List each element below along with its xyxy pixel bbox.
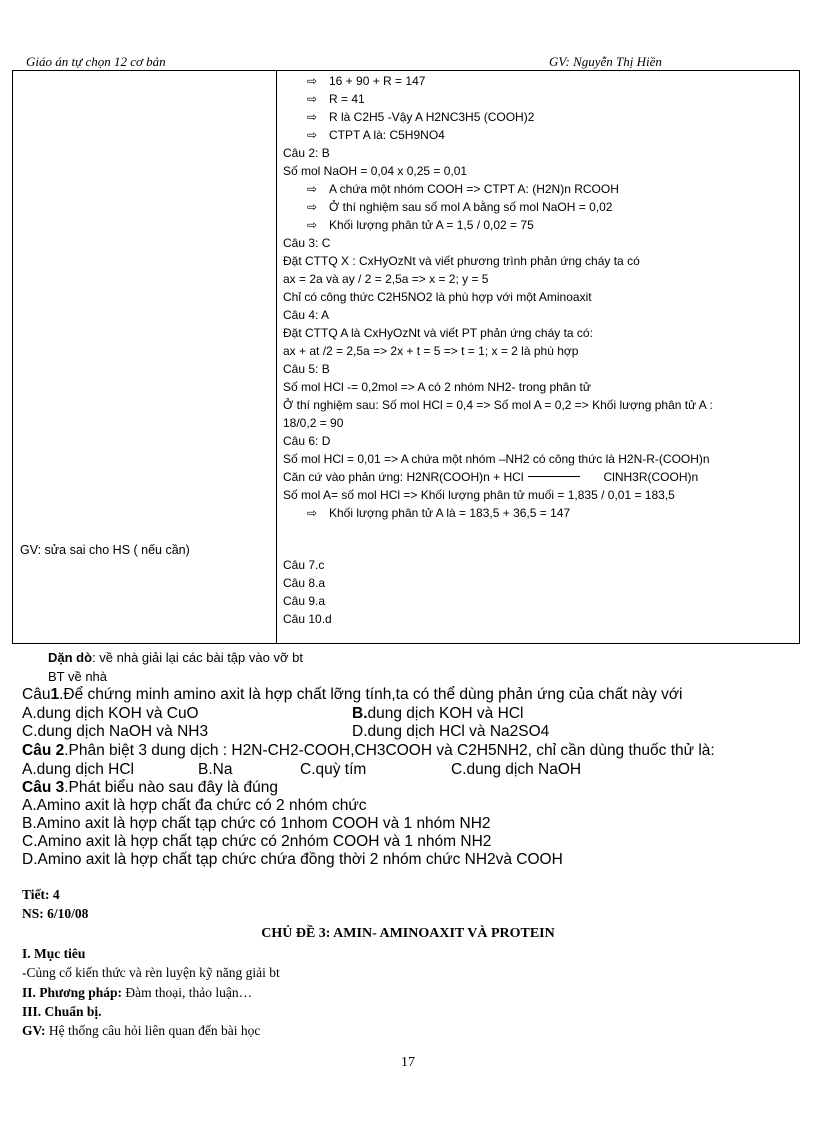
answer-8: Câu 8.a (283, 576, 326, 590)
c3-line1: Đặt CTTQ X : CxHyOzNt và viết phương trình phản ứng cháy ta có (283, 254, 640, 268)
c1-line2: ⇨ R = 41 (307, 92, 365, 106)
c3-line3: Chỉ có công thức C2H5NO2 là phù hợp với một Aminoaxit (283, 290, 592, 304)
section-method: II. Phương pháp: Đàm thoại, thảo luận… (22, 985, 253, 1000)
homework-line2: BT về nhà (48, 669, 108, 684)
q1-option-d: D.dung dịch HCl và Na2SO4 (352, 723, 550, 740)
q2-option-a: A.dung dịch HCl (22, 761, 135, 778)
q1-option-b: B.dung dịch KOH và HCl (352, 705, 524, 722)
lesson-title: CHỦ ĐỀ 3: AMIN- AMINOAXIT VÀ PROTEIN (261, 926, 555, 941)
arrow-icon: ⇨ (307, 200, 318, 214)
arrow-icon: ⇨ (307, 128, 318, 142)
answer-7: Câu 7.c (283, 558, 325, 572)
c2-line2: ⇨ A chứa một nhóm COOH => CTPT A: (H2N)n RCOOH (307, 182, 619, 196)
arrow-icon: ⇨ (307, 182, 318, 196)
q3-option-a: A.Amino axit là hợp chất đa chức có 2 nhóm chức (22, 797, 367, 814)
c5-line1: Số mol HCl -= 0,2mol => A có 2 nhóm NH2- trong phân tử (283, 380, 591, 394)
table-left-cell: GV: sửa sai cho HS ( nếu cần) (20, 543, 190, 557)
c4-line2: ax + at /2 = 2,5a => 2x + t = 5 => t = 1; x = 2 là phù hợp (283, 344, 579, 358)
q3-option-d: D.Amino axit là hợp chất tạp chức chứa đồng thời 2 nhóm chức NH2và COOH (22, 851, 563, 868)
c6-head: Câu 6: D (283, 434, 331, 448)
teacher-preparation: GV: Hệ thống câu hỏi liên quan đến bài học (22, 1023, 261, 1038)
section-objectives: I. Mục tiêu (22, 946, 86, 961)
c6-line1: Số mol HCl = 0,01 => A chứa một nhóm –NH2 có công thức là H2N-R-(COOH)n (283, 452, 710, 466)
q3-option-b: B.Amino axit là hợp chất tạp chức có 1nhom COOH và 1 nhóm NH2 (22, 815, 491, 832)
c1-line1: ⇨ 16 + 90 + R = 147 (307, 74, 426, 88)
c6-line4: ⇨ Khối lượng phân tử A là = 183,5 + 36,5 = 147 (307, 506, 571, 520)
c4-head: Câu 4: A (283, 308, 330, 322)
section-preparation: III. Chuẩn bị. (22, 1004, 102, 1019)
c1-line4: ⇨ CTPT A là: C5H9NO4 (307, 128, 445, 142)
arrow-icon: ⇨ (307, 218, 318, 232)
c4-line1: Đặt CTTQ A là CxHyOzNt và viết PT phản ứng cháy ta có: (283, 326, 593, 340)
c5-head: Câu 5: B (283, 362, 330, 376)
c1-line3: ⇨ R là C2H5 -Vậy A H2NC3H5 (COOH)2 (307, 110, 535, 124)
arrow-icon: ⇨ (307, 110, 318, 124)
c6-line3: Số mol A= số mol HCl => Khối lượng phân tử muối = 1,835 / 0,01 = 183,5 (283, 488, 675, 502)
answer-9: Câu 9.a (283, 594, 326, 608)
c2-line4: ⇨ Khối lượng phân tử A = 1,5 / 0,02 = 75 (307, 218, 534, 232)
q2-option-b: B.Na (198, 761, 233, 778)
q1-option-c: C.dung dịch NaOH và NH3 (22, 723, 209, 740)
c2-line3: ⇨ Ở thí nghiệm sau số mol A bằng số mol NaOH = 0,02 (307, 200, 613, 214)
q2-option-c: C.quỳ tím (300, 761, 367, 778)
lesson-date: NS: 6/10/08 (22, 906, 89, 921)
question-2: Câu 2.Phân biệt 3 dung dịch : H2N-CH2-COOH,CH3COOH và C2H5NH2, chỉ cần dùng thuốc thử là: (22, 742, 715, 759)
q1-option-a: A.dung dịch KOH và CuO (22, 705, 199, 722)
reaction-arrow-icon (528, 476, 580, 477)
page-number: 17 (401, 1055, 415, 1070)
answer-10: Câu 10.d (283, 612, 332, 626)
q2-option-d: C.dung dịch NaOH (451, 761, 582, 778)
objectives-text: -Củng cố kiến thức và rèn luyện kỹ năng giải bt (22, 965, 280, 980)
c3-line2: ax = 2a và ay / 2 = 2,5a => x = 2; y = 5 (283, 272, 489, 286)
table-column-divider (276, 70, 277, 644)
arrow-icon: ⇨ (307, 506, 318, 520)
header-left: Giáo án tự chọn 12 cơ bản (26, 54, 166, 69)
homework-line: Dặn dò: về nhà giải lại các bài tập vào vỡ bt (48, 650, 303, 665)
question-1: Câu1.Để chứng minh amino axit là hợp chất lỡng tính,ta có thể dùng phản ứng của chất này với (22, 686, 683, 703)
c3-head: Câu 3: C (283, 236, 331, 250)
arrow-icon: ⇨ (307, 92, 318, 106)
c2-line1: Số mol NaOH = 0,04 x 0,25 = 0,01 (283, 164, 468, 178)
c2-head: Câu 2: B (283, 146, 330, 160)
arrow-icon: ⇨ (307, 74, 318, 88)
c5-line3: 18/0,2 = 90 (283, 416, 344, 430)
q3-option-c: C.Amino axit là hợp chất tạp chức có 2nhóm COOH và 1 nhóm NH2 (22, 833, 492, 850)
c5-line2: Ở thí nghiệm sau: Số mol HCl = 0,4 => Số mol A = 0,2 => Khối lượng phân tử A : (283, 398, 713, 412)
lesson-period: Tiết: 4 (22, 887, 60, 902)
question-3: Câu 3.Phát biểu nào sau đây là đúng (22, 779, 278, 796)
header-right: GV: Nguyễn Thị Hiền (549, 54, 662, 69)
c6-line2: Căn cứ vào phản ứng: H2NR(COOH)n + HCl ClNH3R(COOH)n (283, 470, 699, 484)
